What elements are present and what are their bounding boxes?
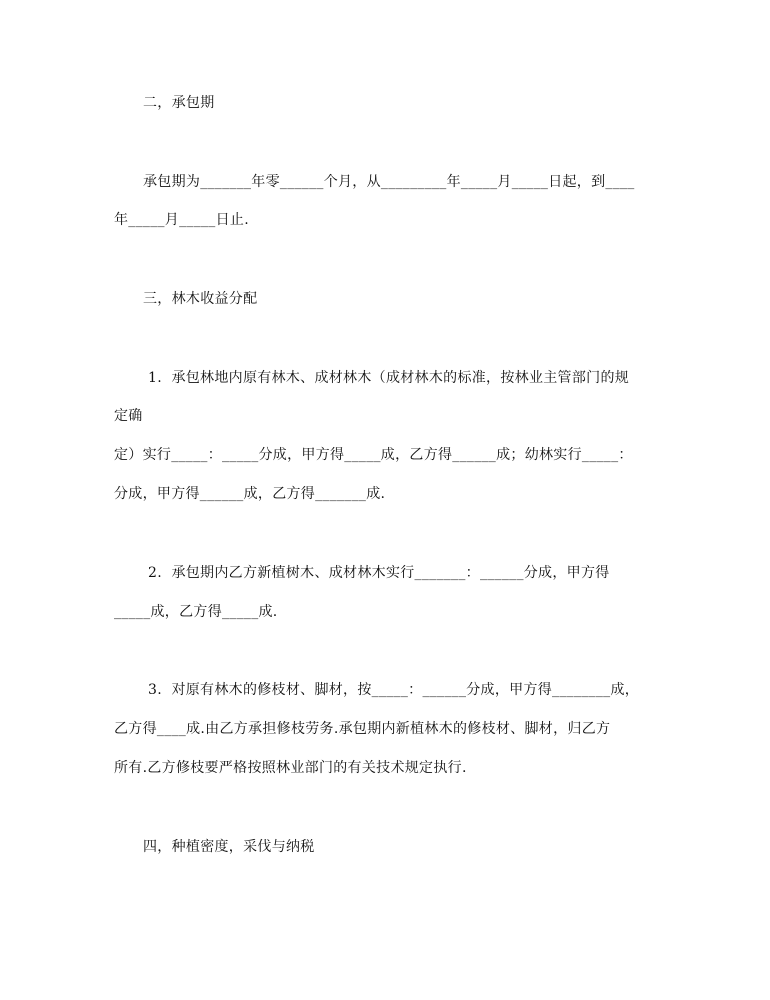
item-1-line-1: 1. 承包林地内原有林木、成材林木（成材林木的标准，按林业主管部门的规 [148, 370, 630, 386]
item-2-line-2: _____成，乙方得_____成. [114, 604, 278, 620]
item-3-line-1: 3. 对原有林木的修枝材、脚材，按_____：______分成，甲方得________成， [148, 682, 640, 698]
section-heading-timber-income-distribution: 三，林木收益分配 [143, 291, 258, 307]
contract-period-paragraph-line-1: 承包期为_______年零______个月，从_________年_____月_____日起，到____ [143, 174, 635, 190]
item-1-line-4: 分成，甲方得______成，乙方得_______成. [114, 486, 386, 502]
item-3-line-2: 乙方得____成.由乙方承担修枝劳务.承包期内新植林木的修枝材、脚材，归乙方 [114, 721, 611, 737]
item-1-line-3: 定）实行_____：_____分成，甲方得_____成，乙方得______成；幼林实行_____： [114, 447, 633, 463]
section-heading-contract-period: 二，承包期 [143, 95, 215, 111]
item-2-line-1: 2. 承包期内乙方新植树木、成材林木实行_______：______分成，甲方得 [148, 565, 610, 581]
section-heading-planting-density-felling-tax: 四，种植密度，采伐与纳税 [143, 839, 315, 855]
item-1-line-2: 定确 [114, 408, 143, 424]
item-3-line-3: 所有.乙方修枝要严格按照林业部门的有关技术规定执行. [114, 760, 467, 776]
contract-period-paragraph-line-2: 年_____月_____日止. [114, 212, 249, 228]
